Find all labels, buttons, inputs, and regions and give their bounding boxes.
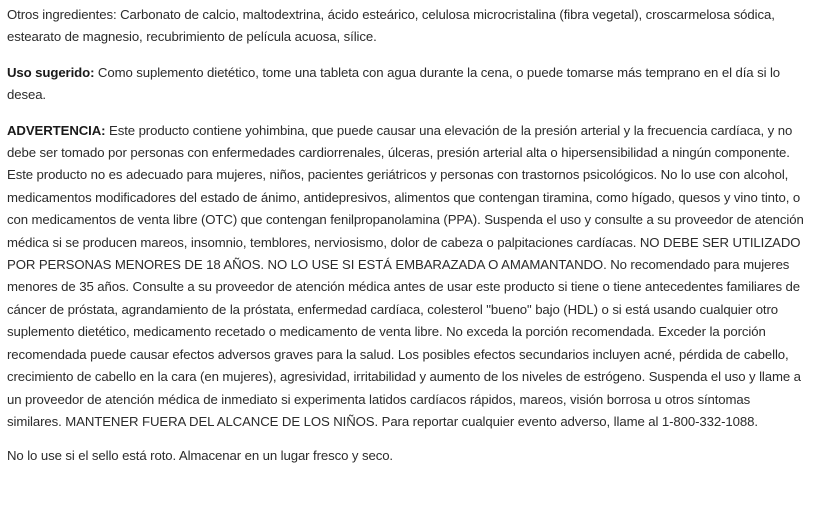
- storage-text: No lo use si el sello está roto. Almacenar en un lugar fresco y seco.: [7, 448, 393, 464]
- suggested-use-paragraph: [7, 62, 807, 107]
- suggested-use-label: Uso sugerido:: [7, 64, 95, 80]
- storage-paragraph: [7, 445, 807, 467]
- warning-label: ADVERTENCIA:: [7, 122, 106, 138]
- other-ingredients-paragraph: [7, 4, 807, 49]
- other-ingredients-text: Otros ingredientes: Carbonato de calcio, maltodextrina, ácido esteárico, celulosa microcristalina (fibra vegetal), croscarmelosa sódica, estearato de magnesio, recubrimiento de película acuosa, sílice.: [7, 7, 775, 45]
- product-info-content: [7, 4, 807, 481]
- warning-paragraph: [7, 120, 807, 434]
- warning-text: Este producto contiene yohimbina, que puede causar una elevación de la presión arterial y la frecuencia cardíaca, y no debe ser tomado por personas con enfermedades cardiorrenales, úlceras, presión arterial alta o hipersensibilidad a ningún componente. Este producto no es adecuado para mujeres, niños, pacientes geriátricos y personas con trastornos psicológicos. No lo use con alcohol, medicamentos modificadores del estado de ánimo, antidepresivos, alimentos que contengan tiramina, como hígado, quesos y vino tinto, o con medicamentos de venta libre (OTC) que contengan fenilpropanolamina (PPA). Suspenda el uso y consulte a su proveedor de atención médica si se producen mareos, insomnio, temblores, nerviosismo, dolor de cabeza o palpitaciones cardíacas. NO DEBE SER UTILIZADO POR PERSONAS MENORES DE 18 AÑOS. NO LO USE SI ESTÁ EMBARAZADA O AMAMANTANDO. No recomendado para mujeres menores de 35 años. Consulte a su proveedor de atención médica antes de usar este producto si tiene o tiene antecedentes familiares de cáncer de próstata, agrandamiento de la próstata, enfermedad cardíaca, colesterol "bueno" bajo (HDL) o si está usando cualquier otro suplemento dietético, medicamento recetado o medicamento de venta libre. No exceda la porción recomendada. Exceder la porción recomendada puede causar efectos adversos graves para la salud. Los posibles efectos secundarios incluyen acné, pérdida de cabello, crecimiento de cabello en la cara (en mujeres), agresividad, irritabilidad y aumento de los niveles de estrógeno. Suspenda el uso y llame a un proveedor de atención médica de inmediato si experimenta latidos cardíacos rápidos, mareos, visión borrosa u otros síntomas similares. MANTENER FUERA DEL ALCANCE DE LOS NIÑOS. Para reportar cualquier evento adverso, llame al 1-800-332-1088.: [7, 122, 804, 429]
- suggested-use-text: Como suplemento dietético, tome una tableta con agua durante la cena, o puede tomarse más temprano en el día si lo desea.: [7, 64, 781, 103]
